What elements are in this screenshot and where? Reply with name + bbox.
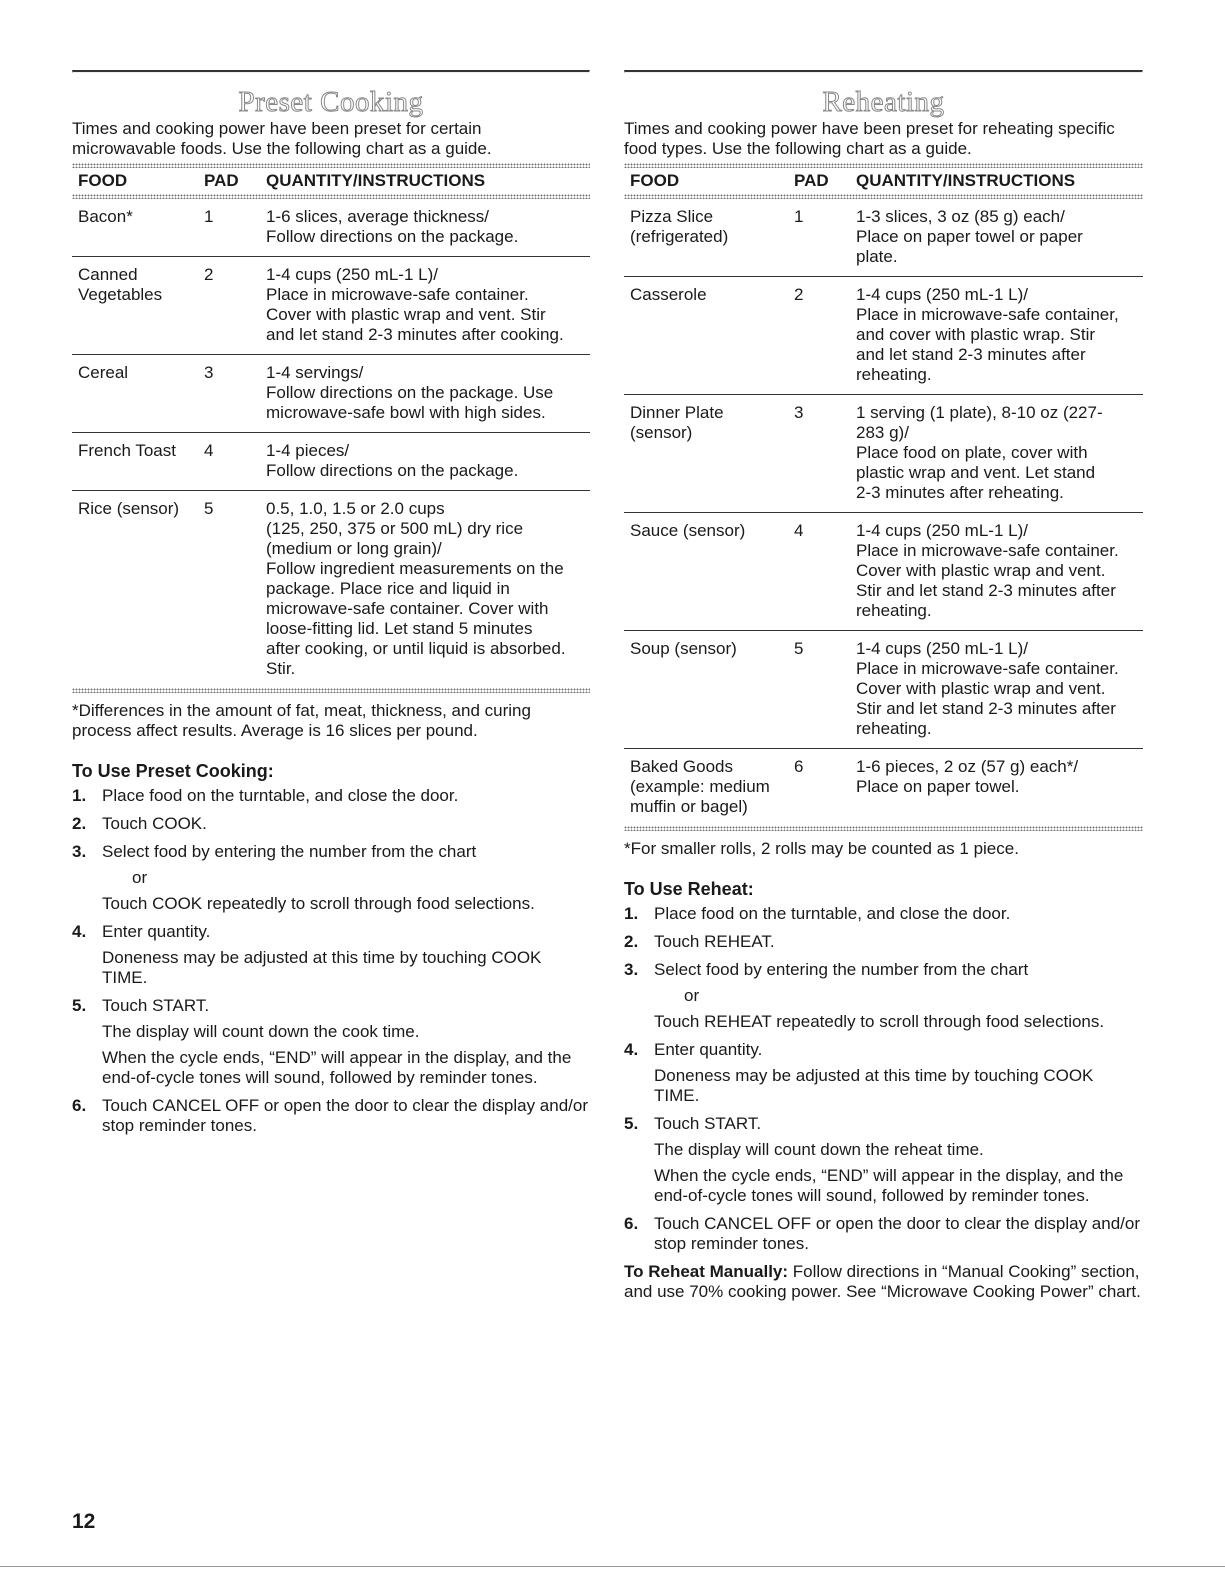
reheat-manually-note [624,1262,1143,1302]
cell-food: Dinner Plate (sensor) [624,395,788,513]
step-extra2: When the cycle ends, “END” will appear in the display, and the end-of-cycle tones will sound, followed by reminder tones. [654,1166,1124,1205]
header-pad: PAD [794,171,829,190]
step-text: Touch START. [654,1114,762,1133]
intro-text: Times and cooking power have been preset for reheating specific food types. Use the following chart as a guide. [624,119,1115,158]
cell-quantity: 1-4 cups (250 mL-1 L)/ Place in microwave-safe container. Cover with plastic wrap and vent. Stir and let stand 2-3 minutes after reheating. [850,631,1143,749]
step-text: Select food by entering the number from the chart [102,842,477,861]
step-text: Select food by entering the number from the chart [654,960,1029,979]
step-text: Touch COOK. [102,814,207,833]
cell-quantity: 1-6 slices, average thickness/ Follow directions on the package. [260,199,590,257]
section-title: Preset Cooking [238,86,424,118]
step-item [72,1096,590,1136]
step-extra: The display will count down the reheat time. [654,1140,984,1159]
cell-pad: 1 [788,199,850,277]
step-text: Touch CANCEL OFF or open the door to clear the display and/or stop reminder tones. [654,1214,1141,1253]
steps-list [624,904,1143,1254]
step-item [72,842,590,914]
step-number: 2. [624,932,639,951]
chart-body [624,199,1143,826]
steps-list [72,786,590,1136]
cell-quantity: 1-6 pieces, 2 oz (57 g) each*/ Place on paper towel. [856,757,1079,796]
step-or: or [132,868,148,887]
step-number: 2. [72,814,87,833]
step-text: Place food on the turntable, and close the door. [654,904,1011,923]
cell-pad: 2 [788,277,850,395]
bottom-rule [0,1566,1225,1567]
chart-body [72,199,590,688]
step-item [624,1040,1143,1106]
cell-quantity: 1-4 pieces/ Follow directions on the package. [260,433,590,491]
cell-pad: 3 [198,355,260,433]
step-item [72,814,590,834]
table-row [72,433,590,491]
step-text: Enter quantity. [102,922,211,941]
step-number: 6. [72,1096,87,1115]
table-row [624,749,1143,827]
step-number: 1. [624,904,639,923]
cell-pad: 6 [794,757,804,776]
step-text: Enter quantity. [654,1040,763,1059]
step-text: Touch REHEAT. [654,932,775,951]
step-number: 1. [72,786,87,805]
footnote: *Differences in the amount of fat, meat, thickness, and curing process affect results. Average is 16 slices per pound. [72,701,531,740]
step-item [72,922,590,988]
section-title: Reheating [822,86,945,118]
cell-food: Cereal [72,355,198,433]
table-row [72,355,590,433]
step-extra2: When the cycle ends, “END” will appear in the display, and the end-of-cycle tones will sound, followed by reminder tones. [102,1048,572,1087]
cell-quantity: 1-4 cups (250 mL-1 L)/ Place in microwave-safe container, and cover with plastic wrap. Stir and let stand 2-3 minutes after reheating. [850,277,1143,395]
table-row [72,199,590,257]
header-food: FOOD [78,171,128,190]
reheating-section [624,70,1143,1302]
dotted-rule [72,688,590,693]
step-number: 5. [72,996,87,1015]
header-food: FOOD [630,171,680,190]
step-extra: The display will count down the cook time. [102,1022,420,1041]
table-row [624,513,1143,631]
cell-quantity: 0.5, 1.0, 1.5 or 2.0 cups (125, 250, 375 or 500 mL) dry rice (medium or long grain)/ Follow ingredient measurements on the package. Place rice and liquid in microwave-safe container. Cover with loose-fitting lid. Let stand 5 minutes after cooking, or until liquid is absorbed. Stir. [266,499,566,678]
intro-text: Times and cooking power have been preset for certain microwavable foods. Use the following chart as a guide. [72,119,492,158]
cell-quantity: 1-4 cups (250 mL-1 L)/ Place in microwave-safe container. Cover with plastic wrap and vent. Stir and let stand 2-3 minutes after cooking. [260,257,590,355]
cell-pad: 4 [788,513,850,631]
cell-food: Baked Goods (example: medium muffin or bagel) [630,757,770,816]
step-item [624,1114,1143,1206]
step-item [72,996,590,1088]
preset-chart [72,168,590,688]
cell-quantity: 1-4 servings/ Follow directions on the package. Use microwave-safe bowl with high sides. [260,355,590,433]
cell-pad: 2 [198,257,260,355]
step-item [624,1214,1143,1254]
cell-food: Pizza Slice (refrigerated) [624,199,788,277]
footnote: *For smaller rolls, 2 rolls may be counted as 1 piece. [624,839,1019,858]
top-rule [624,70,1143,73]
step-number: 6. [624,1214,639,1233]
step-item [624,932,1143,952]
step-text: Touch CANCEL OFF or open the door to clear the display and/or stop reminder tones. [102,1096,589,1135]
table-row [72,491,590,689]
step-number: 5. [624,1114,639,1133]
cell-food: French Toast [72,433,198,491]
cell-quantity: 1 serving (1 plate), 8-10 oz (227- 283 g)/ Place food on plate, cover with plastic wrap and vent. Let stand 2-3 minutes after reheating. [850,395,1143,513]
step-number: 4. [624,1040,639,1059]
step-extra: Doneness may be adjusted at this time by touching COOK TIME. [102,948,542,987]
header-quantity: QUANTITY/INSTRUCTIONS [266,171,486,190]
step-extra: Doneness may be adjusted at this time by touching COOK TIME. [654,1066,1094,1105]
header-quantity: QUANTITY/INSTRUCTIONS [856,171,1076,190]
top-rule [72,70,590,73]
cell-food: Rice (sensor) [78,499,180,518]
step-item [72,786,590,806]
cell-food: Canned Vegetables [72,257,198,355]
cell-food: Bacon* [72,199,198,257]
step-number: 3. [72,842,87,861]
page-number: 12 [72,1510,96,1533]
steps-heading: To Use Reheat: [624,879,754,899]
cell-food: Sauce (sensor) [624,513,788,631]
step-item [624,904,1143,924]
manual-text: Follow directions in “Manual Cooking” section, and use 70% cooking power. See “Microwave Cooking Power” chart. [624,1262,1141,1301]
table-row [624,631,1143,749]
reheat-chart [624,168,1143,826]
table-row [72,257,590,355]
step-extra: Touch REHEAT repeatedly to scroll through food selections. [654,1012,1105,1031]
table-row [624,277,1143,395]
cell-pad: 3 [788,395,850,513]
cell-pad: 5 [204,499,214,518]
cell-pad: 5 [788,631,850,749]
cell-quantity: 1-4 cups (250 mL-1 L)/ Place in microwave-safe container. Cover with plastic wrap and vent. Stir and let stand 2-3 minutes after reheating. [850,513,1143,631]
steps-heading: To Use Preset Cooking: [72,761,274,781]
cell-pad: 4 [198,433,260,491]
manual-label: To Reheat Manually: [624,1262,789,1281]
step-text: Place food on the turntable, and close the door. [102,786,459,805]
cell-food: Casserole [624,277,788,395]
step-number: 3. [624,960,639,979]
step-text: Touch START. [102,996,210,1015]
table-row [624,395,1143,513]
step-item [624,960,1143,1032]
cell-quantity: 1-3 slices, 3 oz (85 g) each/ Place on paper towel or paper plate. [850,199,1143,277]
header-pad: PAD [204,171,239,190]
cell-food: Soup (sensor) [624,631,788,749]
preset-cooking-section [72,70,590,1144]
step-number: 4. [72,922,87,941]
step-extra: Touch COOK repeatedly to scroll through food selections. [102,894,535,913]
dotted-rule [624,826,1143,831]
cell-pad: 1 [198,199,260,257]
table-row [624,199,1143,277]
step-or: or [684,986,700,1005]
